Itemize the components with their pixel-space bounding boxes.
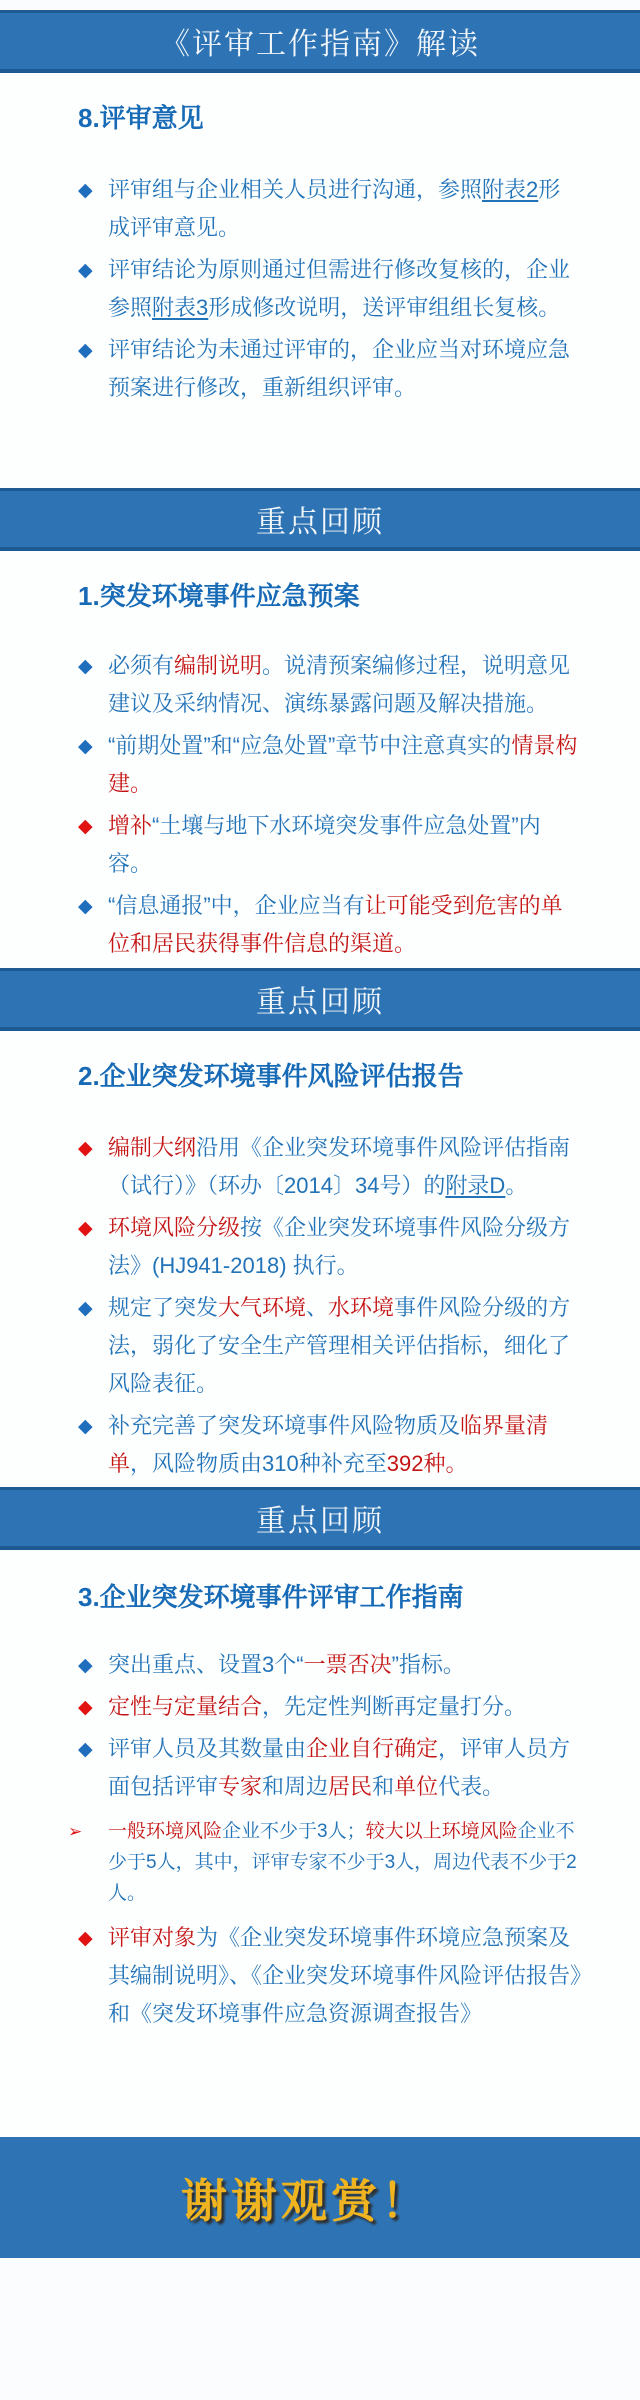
text-segment: 评审结论为原则通过但需进行修改复核的，企业参照 [108,257,571,320]
text-segment: 事件风险分级的方法，弱化了安全生产管理相关评估指标，细化了风险表征。 [108,1295,571,1396]
text-segment: 必须有 [108,653,175,678]
text-segment: 评审对象 [108,1925,197,1950]
bullet-item [78,727,582,803]
diamond-icon: ◆ [78,340,93,361]
diamond-icon: ◆ [78,1655,93,1676]
text-segment: 规定了突发 [108,1295,219,1320]
text-segment: 水环境 [328,1295,395,1320]
text-segment: 。 [505,1173,528,1198]
text-segment: 评审人员及其数量由 [108,1736,307,1761]
diamond-icon: ◆ [78,180,93,201]
text-segment: 让可能受到危害的单位和居民获得事件信息的渠道。 [108,893,563,956]
recap-banner-title: 重点回顾 [256,986,384,1019]
bullet-item [78,1688,582,1726]
text-segment: 编制说明 [174,653,263,678]
bullet-item [78,1289,582,1403]
text-segment: ，先定性判断再定量打分。 [262,1694,527,1719]
page-title: 《评审工作指南》解读 [160,28,480,61]
text-segment: 居民 [328,1774,373,1799]
bullet-item [78,251,582,327]
text-segment: 企业自行确定 [306,1736,439,1761]
text-segment: 评审结论为未通过评审的，企业应当对环境应急预案进行修改，重新组织评审。 [108,337,571,400]
section-title: 3.企业突发环境事件评审工作指南 [78,1582,464,1612]
text-segment: “土壤与地下水环境突发事件应急处置”内容。 [108,813,541,876]
diamond-icon: ◆ [78,260,93,281]
text-segment: ，评审人员方面包括评审 [108,1736,571,1799]
text-segment: 补充完善了突发环境事件风险物质及 [108,1413,461,1438]
bullet-item [68,1816,582,1909]
bullet-item [78,1919,582,2033]
bullet-item [78,331,582,407]
section-title: 1.突发环境事件应急预案 [78,581,360,611]
diamond-icon: ◆ [78,1697,93,1718]
text-segment: 附表2 [482,177,539,202]
text-segment: “信息通报”中，企业应当有 [108,893,365,918]
text-segment: 专家 [218,1774,263,1799]
diamond-icon: ◆ [78,1298,93,1319]
diamond-icon: ◆ [78,736,93,757]
recap-banner-title: 重点回顾 [256,1505,384,1538]
recap-banner-2 [0,968,640,1031]
text-segment: 一般环境风险 [108,1821,223,1842]
bullet-list [68,1646,582,2033]
diamond-icon: ◆ [78,1739,93,1760]
text-segment: 突出重点、设置3个“ [108,1652,304,1677]
bullet-item [78,1407,582,1483]
section-recap-review-guide [0,1550,640,2137]
section-title: 8.评审意见 [78,103,204,133]
diamond-icon: ◆ [78,1218,93,1239]
text-segment: 形成评审意见。 [108,177,561,240]
text-segment: 和周边 [262,1774,329,1799]
text-segment: ”指标。 [391,1652,465,1677]
text-segment: 较大以上环境风险 [365,1821,518,1842]
text-segment: 形成修改说明，送评审组组长复核。 [208,295,561,320]
section-review-opinions [0,73,640,488]
section-recap-emergency-plan [0,551,640,968]
bullet-item [78,647,582,723]
bullet-item [78,1209,582,1285]
text-segment: 和 [372,1774,395,1799]
text-segment: 代表。 [438,1774,505,1799]
text-segment: 。说清预案编修过程，说明意见建议及采纳情况、演练暴露问题及解决措施。 [108,653,571,716]
text-segment: 、 [306,1295,329,1320]
text-segment: ，风险物质由310种补充至 [130,1451,387,1476]
section-recap-risk-assessment [0,1031,640,1483]
text-segment: 增补 [108,813,153,838]
text-segment: 按《企业突发环境事件风险分级方法》(HJ941-2018) 执行。 [108,1215,571,1278]
bullet-list [78,171,582,407]
text-segment: 附表3 [152,295,209,320]
diamond-icon: ◆ [78,816,93,837]
text-segment: 大气环境 [218,1295,307,1320]
bullet-item [78,1129,582,1205]
text-segment: 编制大纲 [108,1135,197,1160]
bullet-item [78,1646,582,1684]
text-segment: 环境风险分级 [108,1215,241,1240]
text-segment: 一票否决 [303,1652,392,1677]
text-segment: 情景构建。 [108,733,578,796]
text-segment: “前期处置”和“应急处置”章节中注意真实的 [108,733,512,758]
text-segment: 392种。 [386,1451,468,1476]
text-segment: 附录D [445,1173,506,1198]
text-segment: 单位 [394,1774,439,1799]
text-segment: 为《企业突发环境事件环境应急预案及其编制说明》、《企业突发环境事件风险评估报告》和《突发环境事件应急资源调查报告》 [108,1925,582,2026]
diamond-icon: ◆ [78,656,93,677]
page-title-banner [0,10,640,73]
text-segment: 评审组与企业相关人员进行沟通，参照 [108,177,483,202]
thanks-label: 谢谢观赏！ [181,2174,431,2227]
bullet-list [78,647,582,963]
text-segment: 定性与定量结合 [108,1694,263,1719]
thanks-banner [0,2137,640,2258]
top-gap [0,0,640,10]
section-title: 2.企业突发环境事件风险评估报告 [78,1061,464,1091]
recap-banner-1 [0,488,640,551]
diamond-icon: ◆ [78,1928,93,1949]
diamond-icon: ◆ [78,1138,93,1159]
text-segment: 临界量清单 [108,1413,549,1476]
bullet-item [78,171,582,247]
bullet-item [78,1730,582,1806]
bullet-item [78,887,582,963]
text-segment: 企业不少于5人，其中，评审专家不少于3人，周边代表不少于2人。 [108,1821,577,1904]
text-segment: 沿用《企业突发环境事件风险评估指南（试行）》（环办〔2014〕34号）的 [108,1135,571,1198]
arrow-icon: ➢ [68,1822,83,1841]
bullet-item [78,807,582,883]
recap-banner-title: 重点回顾 [256,506,384,539]
text-segment: 企业不少于3人； [222,1821,366,1842]
recap-banner-3 [0,1487,640,1550]
diamond-icon: ◆ [78,1416,93,1437]
diamond-icon: ◆ [78,896,93,917]
bullet-list [78,1129,582,1483]
